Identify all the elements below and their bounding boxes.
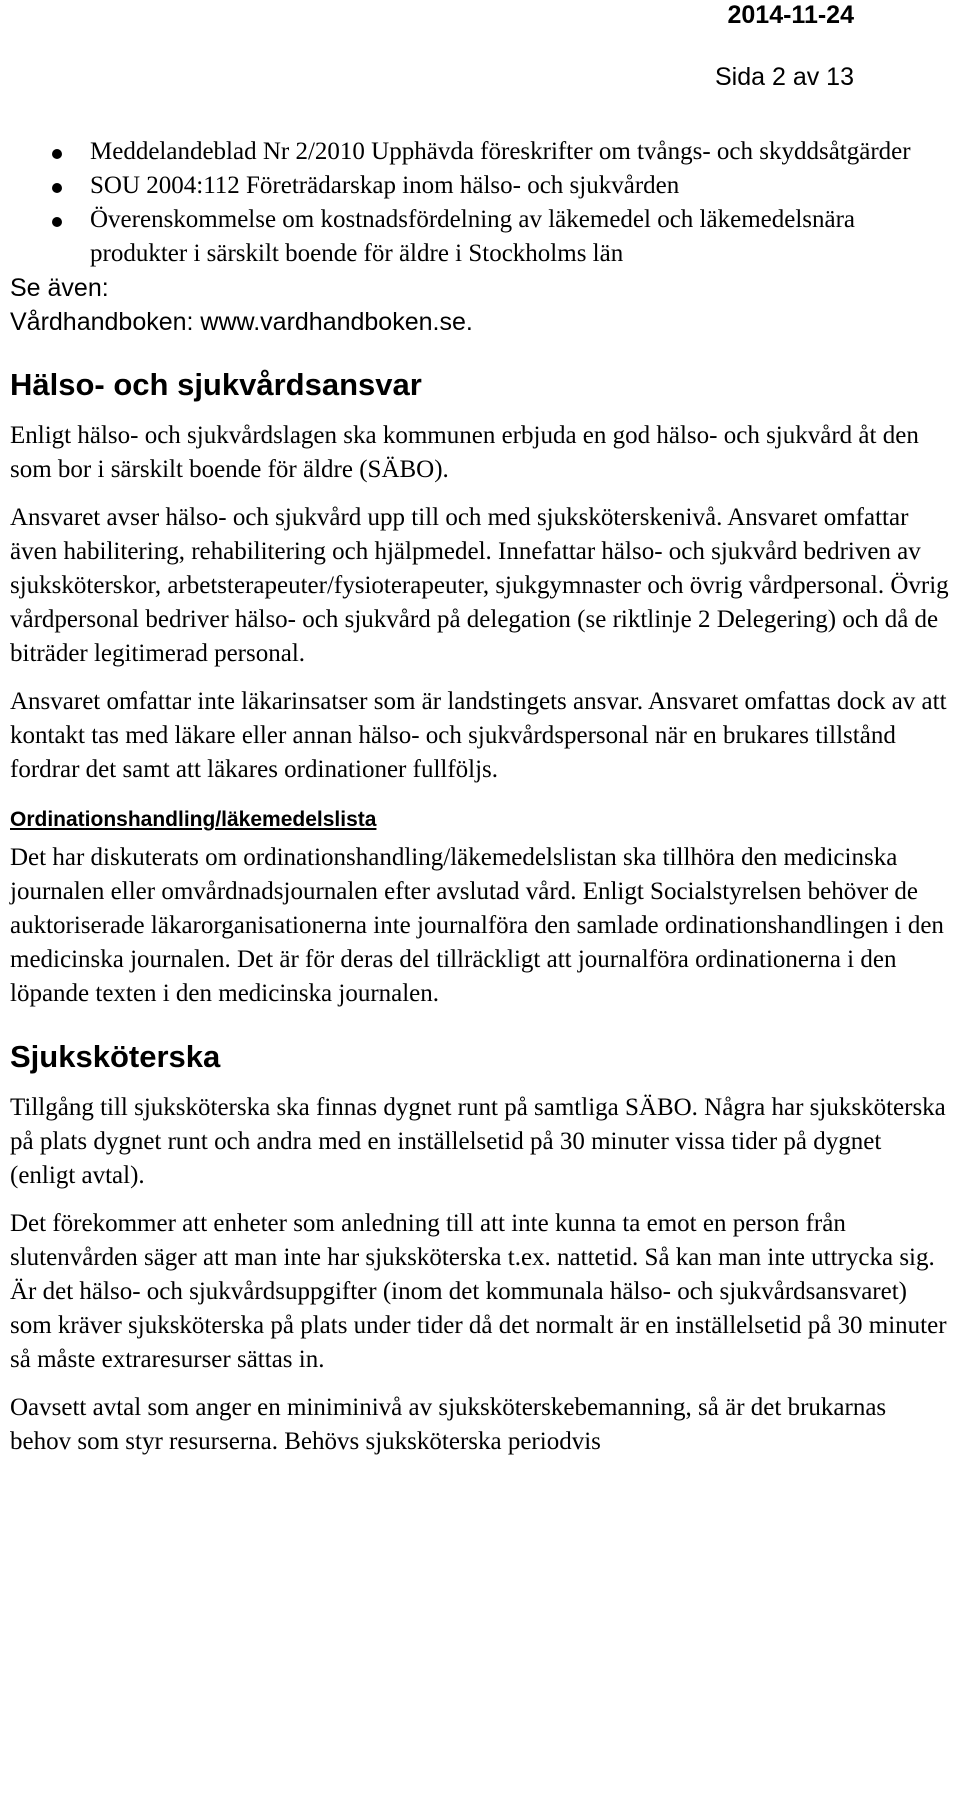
bullet-icon	[52, 149, 62, 159]
reference-list	[10, 135, 950, 271]
paragraph: Det förekommer att enheter som anledning till att inte kunna ta emot en person från slutenvården säger att man inte har sjuksköterska t.ex. nattetid. Så kan man inte uttrycka sig. Är det hälso- och sjukvårdsuppgifter (inom det kommunala hälso- och sjukvårdsansvaret) som kräver sjuksköterska på plats under tider då det normalt är en inställelsetid på 30 minuter så måste extraresurser sättas in.	[10, 1210, 947, 1373]
list-item: Meddelandeblad Nr 2/2010 Upphävda föreskrifter om tvångs- och skyddsåtgärder	[10, 135, 950, 169]
bullet-icon	[52, 183, 62, 193]
bullet-icon	[52, 217, 62, 227]
paragraph: Det har diskuterats om ordinationshandling/läkemedelslistan ska tillhöra den medicinska journalen eller omvårdnadsjournalen efter avslutad vård. Enligt Socialstyrelsen behöver de auktoriserade läkarorganisationerna inte journalföra den samlade ordinationshandlingen i den medicinska journalen. Det är för deras del tillräckligt att journalföra ordinationerna i den löpande texten i den medicinska journalen.	[10, 844, 944, 1007]
list-item: SOU 2004:112 Företrädarskap inom hälso- och sjukvården	[10, 169, 950, 203]
section-heading-nurse: Sjuksköterska	[10, 1039, 221, 1074]
paragraph: Oavsett avtal som anger en miniminivå av sjuksköterskebemanning, så är det brukarnas behov som styr resurserna. Behövs sjuksköterska periodvis	[10, 1394, 887, 1455]
paragraph: Ansvaret omfattar inte läkarinsatser som är landstingets ansvar. Ansvaret omfattas dock av att kontakt tas med läkare eller annan hälso- och sjukvårdspersonal när en brukares tillstånd fordrar det samt att läkares ordinationer fullföljs.	[10, 688, 947, 783]
see-also-label: Se även:	[10, 274, 109, 302]
document-body	[10, 135, 950, 1459]
section-heading-health-responsibility: Hälso- och sjukvårdsansvar	[10, 367, 422, 402]
paragraph: Enligt hälso- och sjukvårdslagen ska kommunen erbjuda en god hälso- och sjukvård åt den som bor i särskilt boende för äldre (SÄBO).	[10, 422, 919, 483]
paragraph: Ansvaret avser hälso- och sjukvård upp till och med sjuksköterskenivå. Ansvaret omfattar även habilitering, rehabilitering och hjälpmedel. Innefattar hälso- och sjukvård bedriven av sjuksköterskor, arbetsterapeuter/fysioterapeuter, sjukgymnaster och övrig vårdpersonal. Övrig vårdpersonal bedriver hälso- och sjukvård på delegation (se riktlinje 2 Delegering) och då de biträder legitimerad personal.	[10, 504, 949, 667]
see-also-link[interactable]: Vårdhandboken: www.vardhandboken.se.	[10, 308, 473, 336]
list-item: Överenskommelse om kostnadsfördelning av läkemedel och läkemedelsnära produkter i särskilt boende för äldre i Stockholms län	[10, 203, 950, 271]
section-heading-prescription: Ordinationshandling/läkemedelslista	[10, 808, 377, 831]
page-number: Sida 2 av 13	[715, 63, 854, 91]
paragraph: Tillgång till sjuksköterska ska finnas dygnet runt på samtliga SÄBO. Några har sjuksköterska på plats dygnet runt och andra med en inställelsetid på 30 minuter vissa tider på dygnet (enligt avtal).	[10, 1094, 946, 1189]
document-date: 2014-11-24	[727, 1, 854, 29]
